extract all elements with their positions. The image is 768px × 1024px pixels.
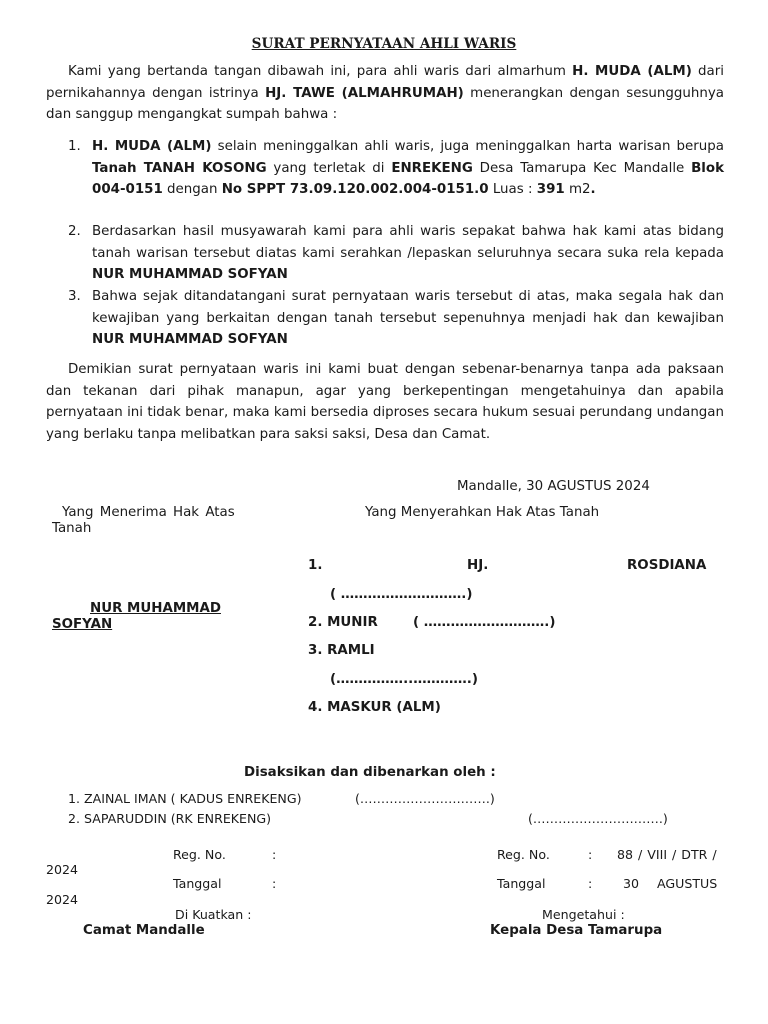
heir-1-name: ROSDIANA <box>627 558 707 573</box>
giver-heading: Yang Menyerahkan Hak Atas Tanah <box>365 505 600 520</box>
camat-title: Camat Mandalle <box>83 923 205 938</box>
left-date-label: Tanggal <box>173 876 222 891</box>
right-date-month: AGUSTUS <box>657 876 718 891</box>
intro-paragraph <box>46 61 724 126</box>
dikuatkan-label: Di Kuatkan : <box>175 907 252 922</box>
statement-item-3 <box>68 286 724 351</box>
place-date: Mandalle, 30 AGUSTUS 2024 <box>457 479 650 494</box>
intro-text: menerangkan dengan sesungguhnya dan sanggup mengangkat sumpah bahwa : <box>46 85 724 122</box>
right-reg-value: 88 / VIII / DTR / <box>617 847 717 862</box>
receiver-name-cont: SOFYAN <box>52 617 113 632</box>
intro-text: dari pernikahannya dengan istrinya <box>46 64 724 101</box>
left-date-colon: : <box>272 876 277 891</box>
page-title: SURAT PERNYATAAN AHLI WARIS <box>251 36 517 52</box>
intro-text: Kami yang bertanda tangan dibawah ini, para ahli waris dari almarhum <box>68 64 573 79</box>
item-number: 1. <box>68 139 81 154</box>
recipient-name: NUR MUHAMMAD SOFYAN <box>92 267 288 282</box>
receiver-name: NUR MUHAMMAD <box>90 601 221 616</box>
right-date-label: Tanggal <box>497 876 546 891</box>
left-reg-colon: : <box>272 847 277 862</box>
item-number: 2. <box>68 224 81 239</box>
location: ENREKENG <box>391 160 473 176</box>
item-text: Luas : <box>488 182 537 197</box>
deceased-name: H. MUDA (ALM) <box>572 64 692 79</box>
receiver-heading: Yang Menerima Hak Atas <box>62 505 235 520</box>
item-text: Desa Tamarupa Kec Mandalle <box>472 160 692 176</box>
item-text: Bahwa sejak ditandatangani surat pernyataan waris tersebut di atas, maka segala hak dan kewajiban yang berkaitan dengan tanah tersebut sepenuhnya menjadi hak dan kewajiban <box>92 289 724 326</box>
left-reg-label: Reg. No. <box>173 847 226 862</box>
item-text: yang terletak di <box>266 160 392 176</box>
heir-1-signature-line: ( ……………………….) <box>330 587 473 602</box>
heir-2-name: 2. MUNIR <box>308 615 378 630</box>
area-value: 391 <box>536 182 565 197</box>
kades-title: Kepala Desa Tamarupa <box>490 923 663 938</box>
receiver-heading-cont: Tanah <box>52 521 92 536</box>
right-date-day: 30 <box>623 876 640 891</box>
statement-item-2 <box>68 221 724 286</box>
witness-2-signature-line: (………………………….) <box>528 811 668 826</box>
witness-heading: Disaksikan dan dibenarkan oleh : <box>244 765 496 780</box>
statement-item-1 <box>68 136 724 201</box>
date-year: 2024 <box>46 892 79 907</box>
witness-1-name: 1. ZAINAL IMAN ( KADUS ENREKENG) <box>68 791 302 806</box>
sppt-number: No SPPT 73.09.120.002.004-0151.0 <box>221 182 489 197</box>
area-unit: m2 <box>564 182 591 197</box>
heir-4-name: 4. MASKUR (ALM) <box>308 700 441 715</box>
mengetahui-label: Mengetahui : <box>542 907 625 922</box>
item-text: Berdasarkan hasil musyawarah kami para ahli waris sepakat bahwa hak kami atas bidang tanah warisan tersebut diatas kami serahkan /lepaskan seluruhnya secara suka rela kepada <box>92 224 724 261</box>
item-text: . <box>590 182 596 197</box>
item-bold: H. MUDA (ALM) <box>92 139 212 154</box>
item-text: selain meninggalkan ahli waris, juga meninggalkan harta warisan berupa <box>211 139 724 154</box>
heir-2-signature-line: ( ……………………….) <box>413 615 556 630</box>
right-reg-label: Reg. No. <box>497 847 550 862</box>
witness-2-name: 2. SAPARUDDIN (RK ENREKENG) <box>68 811 272 826</box>
item-text: dengan <box>162 182 222 197</box>
heir-3-signature-line: (……………..………….) <box>330 672 479 687</box>
block-number: Blok 004-0151 <box>92 160 724 197</box>
reg-year: 2024 <box>46 862 79 877</box>
heir-3-name: 3. RAMLI <box>308 643 375 658</box>
closing-paragraph: Demikian surat pernyataan waris ini kami buat dengan sebenar-benarnya tanpa ada paksaan dan tekanan dari pihak manapun, agar yang berkepentingan mengetahuinya dan apabila pernyataan ini tidak benar, maka kami bersedia diproses secara hukum sesuai perundang undangan yang berlaku tanpa melibatkan para saksi saksi, Desa dan Camat. <box>46 362 724 442</box>
heir-1-number: 1. <box>308 558 323 573</box>
spouse-name: HJ. TAWE (ALMAHRUMAH) <box>265 85 464 101</box>
item-number: 3. <box>68 289 81 304</box>
land-type: Tanah TANAH KOSONG <box>92 160 267 176</box>
witness-1-signature-line: (………………………….) <box>355 791 495 806</box>
recipient-name: NUR MUHAMMAD SOFYAN <box>92 332 288 347</box>
right-date-colon: : <box>588 876 593 891</box>
right-reg-colon: : <box>588 847 593 862</box>
heir-1-title: HJ. <box>467 558 489 573</box>
